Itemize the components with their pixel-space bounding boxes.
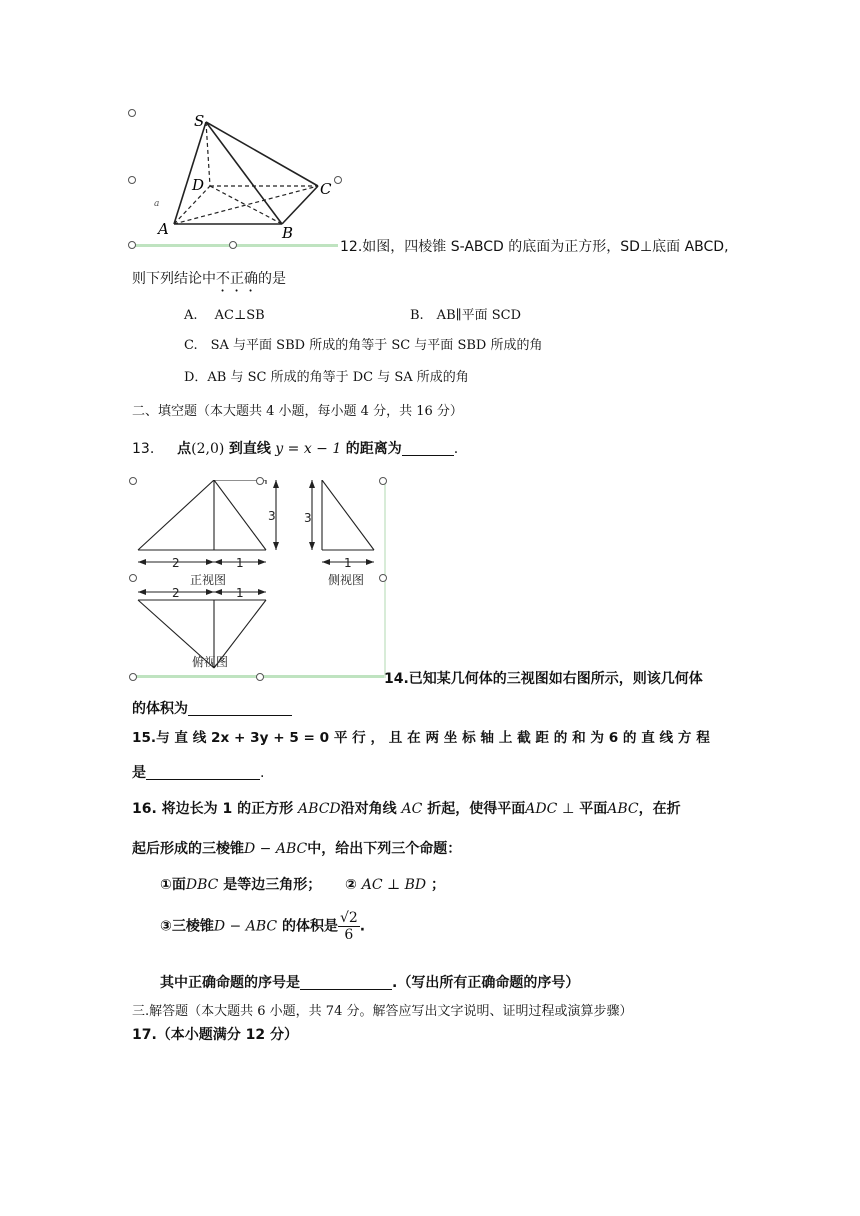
q15-line2 bbox=[132, 762, 264, 782]
q16-ac: AC bbox=[401, 801, 423, 817]
q16-answer-line bbox=[160, 972, 579, 992]
dim-front-2: 2 bbox=[172, 556, 180, 570]
q16-p1e: ，在折 bbox=[638, 801, 681, 817]
label-C: C bbox=[320, 180, 332, 198]
resize-handle[interactable] bbox=[129, 574, 137, 582]
q13-end: . bbox=[453, 441, 459, 457]
resize-handle[interactable] bbox=[128, 176, 136, 184]
q17-heading: 17.（本小题满分 12 分） bbox=[132, 1027, 299, 1043]
q16-s2b: ； bbox=[430, 877, 445, 893]
q16-frac-num: √2 bbox=[339, 910, 358, 926]
q16-dbc: DBC bbox=[185, 877, 219, 893]
front-view-label: 正视图 bbox=[190, 573, 227, 587]
q16-s3c: . bbox=[359, 918, 366, 935]
q16-p2a: 起后形成的三棱锥 bbox=[132, 841, 244, 857]
resize-handle[interactable] bbox=[379, 574, 387, 582]
resize-handle[interactable] bbox=[256, 673, 264, 681]
q16-s2a: ② bbox=[344, 877, 357, 893]
q15-text2a: 是 bbox=[132, 765, 146, 781]
q16-line1 bbox=[132, 798, 681, 818]
q12-option-d: D．AB 与 SC 所成的角等于 DC 与 SA 所成的角 bbox=[184, 370, 469, 385]
q16-p1d: 平面 bbox=[579, 801, 608, 817]
q12-stem-a: 则下列结论中 bbox=[132, 271, 216, 287]
q13 bbox=[132, 438, 458, 458]
q12-option-c: C. SA 与平面 SBD 所成的角等于 SC 与平面 SBD 所成的角 bbox=[184, 338, 543, 353]
q12-option-b: B. AB∥平面 SCD bbox=[410, 308, 522, 323]
dim-top-2: 2 bbox=[172, 586, 180, 600]
q16-p1a: 16. 将边长为 1 的正方形 bbox=[132, 801, 294, 817]
q12-intro: 12.如图，四棱锥 S-ABCD 的底面为正方形，SD⊥底面 ABCD, bbox=[340, 239, 729, 255]
q13-text-a: 点 bbox=[177, 441, 192, 457]
three-views-figure bbox=[132, 480, 386, 678]
dim-side-1: 1 bbox=[344, 556, 352, 570]
label-S: S bbox=[194, 112, 205, 130]
q12-stem-b: 的是 bbox=[258, 271, 286, 287]
resize-handle[interactable] bbox=[334, 176, 342, 184]
resize-handle[interactable] bbox=[128, 109, 136, 117]
label-D: D bbox=[192, 176, 205, 194]
dim-front-3: 3 bbox=[268, 509, 276, 523]
q14-text2: 的体积为 bbox=[132, 701, 188, 717]
q16-answer-b: .（写出所有正确命题的序号） bbox=[392, 975, 580, 991]
q16-s3b: 的体积是 bbox=[281, 918, 338, 935]
dim-side-3: 3 bbox=[304, 511, 312, 525]
q16-volume-fraction bbox=[338, 910, 360, 943]
q16-p1b: 沿对角线 bbox=[340, 801, 397, 817]
resize-handle[interactable] bbox=[129, 673, 137, 681]
dim-front-1: 1 bbox=[236, 556, 244, 570]
label-side: a bbox=[154, 199, 160, 209]
three-views-diagram bbox=[132, 480, 384, 678]
dim-top-1: 1 bbox=[236, 586, 244, 600]
q12-stem-emph: 不正确 bbox=[216, 271, 258, 287]
q15-answer-blank[interactable] bbox=[146, 765, 260, 780]
pyramid-diagram bbox=[130, 112, 342, 248]
q13-answer-blank[interactable] bbox=[402, 441, 454, 456]
q16-abcd: ABCD bbox=[298, 801, 341, 817]
label-A: A bbox=[158, 220, 169, 238]
q16-adc: ADC bbox=[525, 801, 558, 817]
section-3-heading: 三.解答题（本大题共 6 小题，共 74 分。解答应写出文字说明、证明过程或演算步骤） bbox=[132, 1004, 633, 1019]
q16-answer-a: 其中正确命题的序号是 bbox=[160, 975, 300, 991]
q13-equation: y = x − 1 bbox=[275, 441, 342, 457]
q13-point: (2,0) bbox=[191, 441, 225, 457]
q16-dabc-2: D − ABC bbox=[213, 918, 278, 935]
q16-perp: ⊥ bbox=[562, 801, 575, 817]
q16-abc: ABC bbox=[607, 801, 639, 817]
label-B: B bbox=[282, 224, 294, 242]
q16-answer-blank[interactable] bbox=[300, 975, 392, 990]
resize-handle[interactable] bbox=[129, 477, 137, 485]
side-view-label: 侧视图 bbox=[328, 573, 365, 587]
q12-option-a: A. AC⊥SB bbox=[184, 308, 265, 323]
top-view-label: 俯视图 bbox=[192, 655, 229, 669]
resize-handle[interactable] bbox=[229, 241, 237, 249]
q16-p1c: 折起，使得平面 bbox=[427, 801, 526, 817]
resize-handle[interactable] bbox=[128, 241, 136, 249]
q13-text-b: 到直线 bbox=[228, 441, 271, 457]
q14-text: 14.已知某几何体的三视图如右图所示，则该几何体 bbox=[384, 671, 703, 687]
q16-line2 bbox=[132, 838, 461, 858]
q15-line1: 15.与 直 线 2x + 3y + 5 = 0 平 行 ， 且 在 两 坐 标 轴 上 截 距 的 和 为 6 的 直 线 方 程 bbox=[132, 730, 710, 746]
resize-handle[interactable] bbox=[256, 477, 264, 485]
pyramid-figure bbox=[130, 112, 342, 248]
q14-answer-blank[interactable] bbox=[188, 701, 292, 716]
q16-s3a: ③三棱锥 bbox=[160, 918, 214, 935]
q15-text2b: . bbox=[260, 765, 265, 781]
resize-handle[interactable] bbox=[379, 477, 387, 485]
q16-p2b: 中，给出下列三个命题： bbox=[307, 841, 462, 857]
q16-dabc: D − ABC bbox=[244, 841, 308, 857]
q13-num: 13. bbox=[132, 441, 155, 457]
q16-s1a: ①面 bbox=[160, 877, 186, 893]
section-2-heading: 二、填空题（本大题共 4 小题，每小题 4 分，共 16 分） bbox=[132, 404, 463, 419]
q16-statements-1-2 bbox=[160, 874, 445, 894]
q14-text2-line bbox=[132, 698, 292, 718]
q16-acbd: AC ⊥ BD bbox=[361, 877, 427, 893]
q16-frac-den: 6 bbox=[344, 927, 354, 943]
q16-s1b: 是等边三角形； bbox=[223, 877, 322, 893]
q12-stem bbox=[132, 268, 286, 295]
q16-statement-3 bbox=[160, 910, 365, 943]
q13-text-c: 的距离为 bbox=[345, 441, 402, 457]
